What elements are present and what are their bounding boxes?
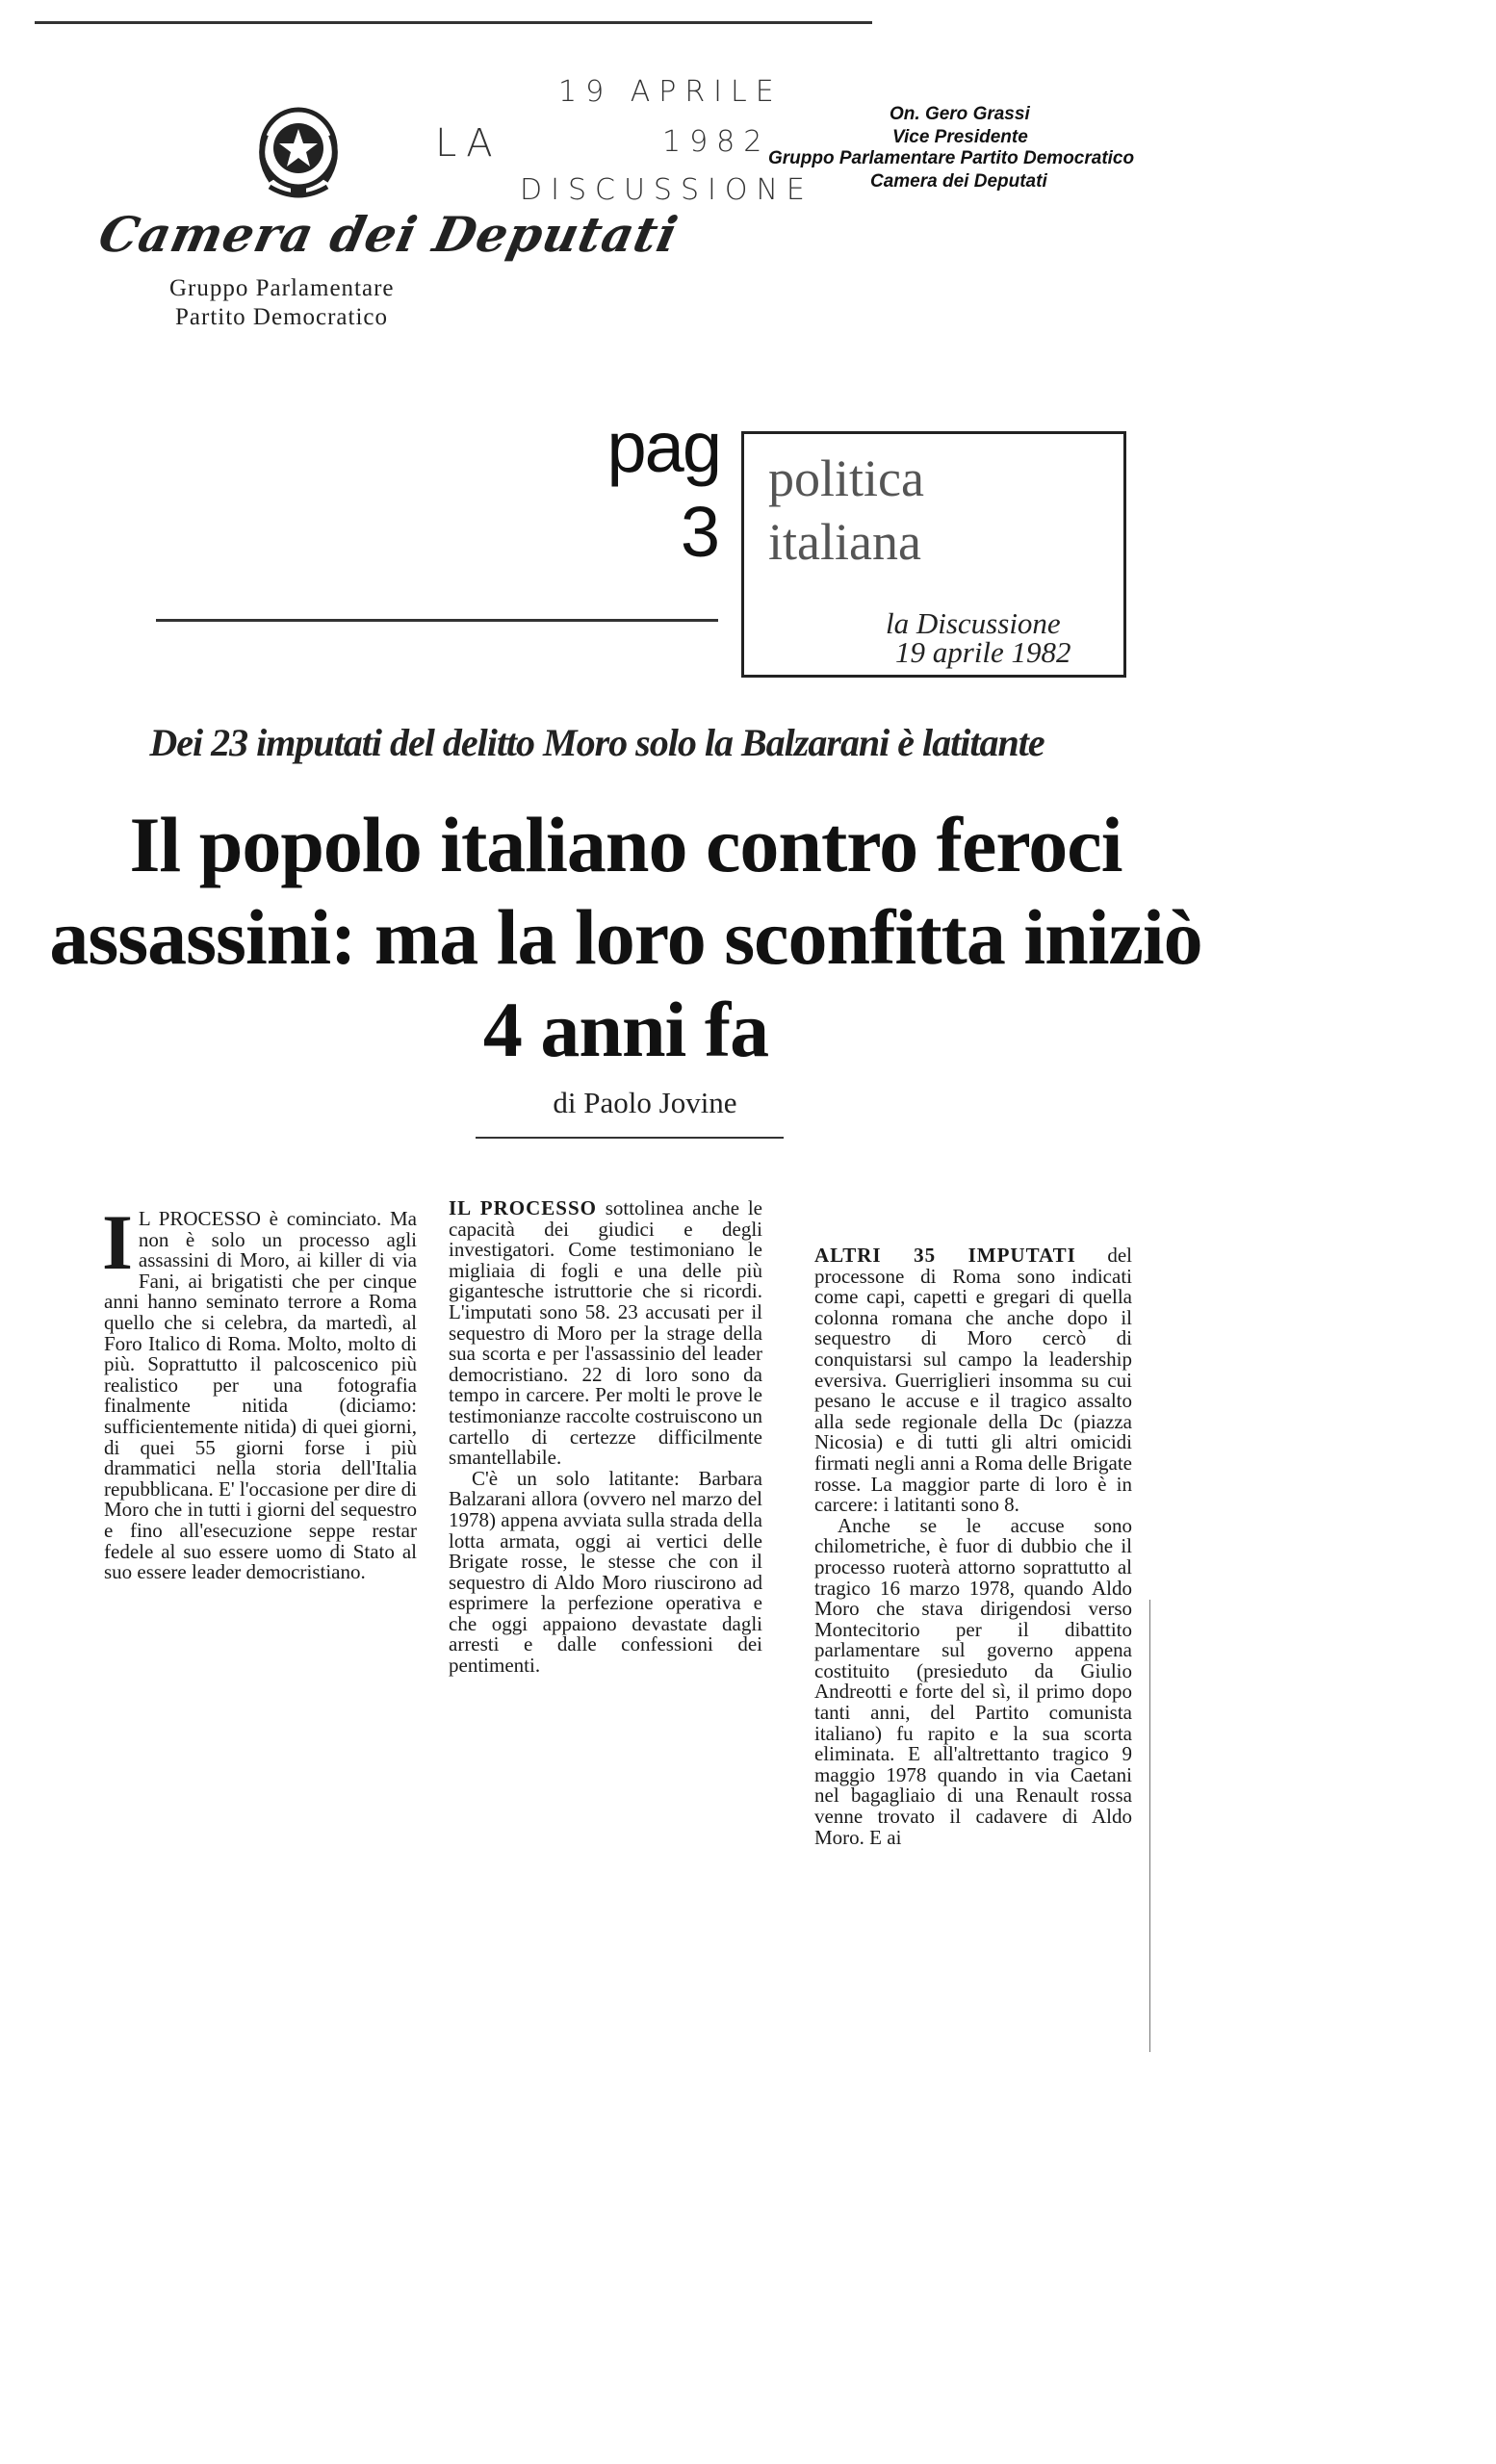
column-1-text: L PROCESSO è cominciato. Ma non è solo un processo agli assassini di Moro, ai killer di via Fani, ai brigatisti che per cinque anni hanno seminato terrore a Roma quello che si celebra, da martedì, al Foro Italico di Roma. Molto, molto di più. Soprattutto il palcoscenico più realistico per una fotografia finalmente nitida (diciamo: sufficientemente nitida) di quei giorni, di quei 55 giorni forse i più drammatici nella storia dell'Italia repubblicana. E' l'occasione per dire di Moro che in tutti i giorni del sequestro e fino all'esecuzione seppe restar fedele al suo essere uomo di Stato al suo essere leader democristiano. [104,1207,417,1584]
newspaper-name: la Discussione [886,606,1061,640]
article-column-2 [449,1198,762,1677]
column-3-text: del processone di Roma sono indicati come capi, capetti e gregari di quella colonna romana che anche dopo il sequestro di Moro cercò di conquistarsi sul campo la leadership eversiva. Guerriglieri insomma su cui pesano le accuse e il tragico assalto alla sede regionale della Dc (piazza Nicosia) e di tutti gli altri omicidi firmati negli anni a Roma delle Brigate rosse. La maggior parte di loro è in carcere: i latitanti sono 8. [814,1244,1133,1517]
headline: Il popolo italiano contro feroci assassini: ma la loro sconfitta iniziò 4 anni fa [49,801,1202,1073]
article-column-1 [102,1198,417,1584]
article-column-3 [814,1245,1132,1848]
column-3-paragraph-2: Anche se le accuse sono chilometriche, è fuor di dubbio che il processo ruoterà attorno soprattutto al tragico 16 marzo 1978, quando Aldo Moro che stava dirigendosi verso Montecitorio per il dibattito parlamentare sul governo appena costituito (presieduto da Giulio Andreotti e forte del sì, il primo dopo tanti anni, del Partito comunista italiano) fu rapito e la sua scorta eliminata. E all'altrettanto tragico 9 maggio 1978 quando in via Caetani nel bagagliaio di una Renault rossa venne trovato il cadavere di Aldo Moro. E ai [814,1513,1132,1849]
page-label: pag [606,407,720,487]
section-title-line2: italiana [768,513,921,571]
column-2-lead: IL PROCESSO [449,1196,597,1219]
margin-mark [1149,1600,1150,2052]
top-rule [35,21,872,24]
stamp-chamber: Camera dei Deputati [870,171,1047,192]
institution-name: Camera dei Deputati [93,206,684,263]
column-2-text: sottolinea anche le capacità dei giudici e degli investigatori. Come testimoniano le migliaia di fogli e una delle più gigantesche istruttorie che si ricordi. L'imputati sono 58. 23 accusati per il sequestro di Moro per la strage della sua scorta e per l'assassinio del leader democristiano. 22 di loro sono da tempo in carcere. Per molti le prove le testimonianze raccolte costruiscono un cartello di certezze difficilmente smantellabile. [449,1196,762,1470]
byline-rule [476,1137,784,1139]
column-3-paragraph-1 [814,1245,1132,1516]
section-rule [156,619,718,622]
italian-republic-emblem-icon [252,100,345,204]
dropcap: I [102,1198,133,1286]
stamp-name: On. Gero Grassi [890,104,1030,124]
column-3-lead: ALTRI 35 IMPUTATI [814,1244,1076,1267]
column-2-paragraph-2: C'è un solo latitante: Barbara Balzarani allora (ovvero nel marzo del 1978) appena avviata sulla strada della lotta armata, oggi ai vertici delle Brigate rosse, le stesse che con il sequestro di Aldo Moro riuscirono ad esprimere la perfezione operativa e che oggi appaiono devastate dagli arresti e dalle confessioni dei pentimenti. [449,1466,762,1678]
group-line-2: Partito Democratico [175,304,389,330]
stamp-group: Gruppo Parlamentare Partito Democratico [768,148,1135,168]
group-line-1: Gruppo Parlamentare [169,275,395,301]
byline: di Paolo Jovine [553,1086,737,1119]
page-number: 3 [680,492,720,572]
handwritten-date: 19 APRILE [558,75,783,109]
publication-date: 19 aprile 1982 [895,635,1071,669]
handwritten-paper: DISCUSSIONE [520,173,813,207]
section-title-line1: politica [768,449,924,507]
stamp-role: Vice Presidente [892,127,1028,147]
handwritten-prefix: LA [435,121,502,166]
handwritten-year: 1982 [662,125,771,159]
kicker: Dei 23 imputati del delitto Moro solo la Balzarani è latitante [149,721,1045,764]
column-2-paragraph-1 [449,1198,762,1469]
